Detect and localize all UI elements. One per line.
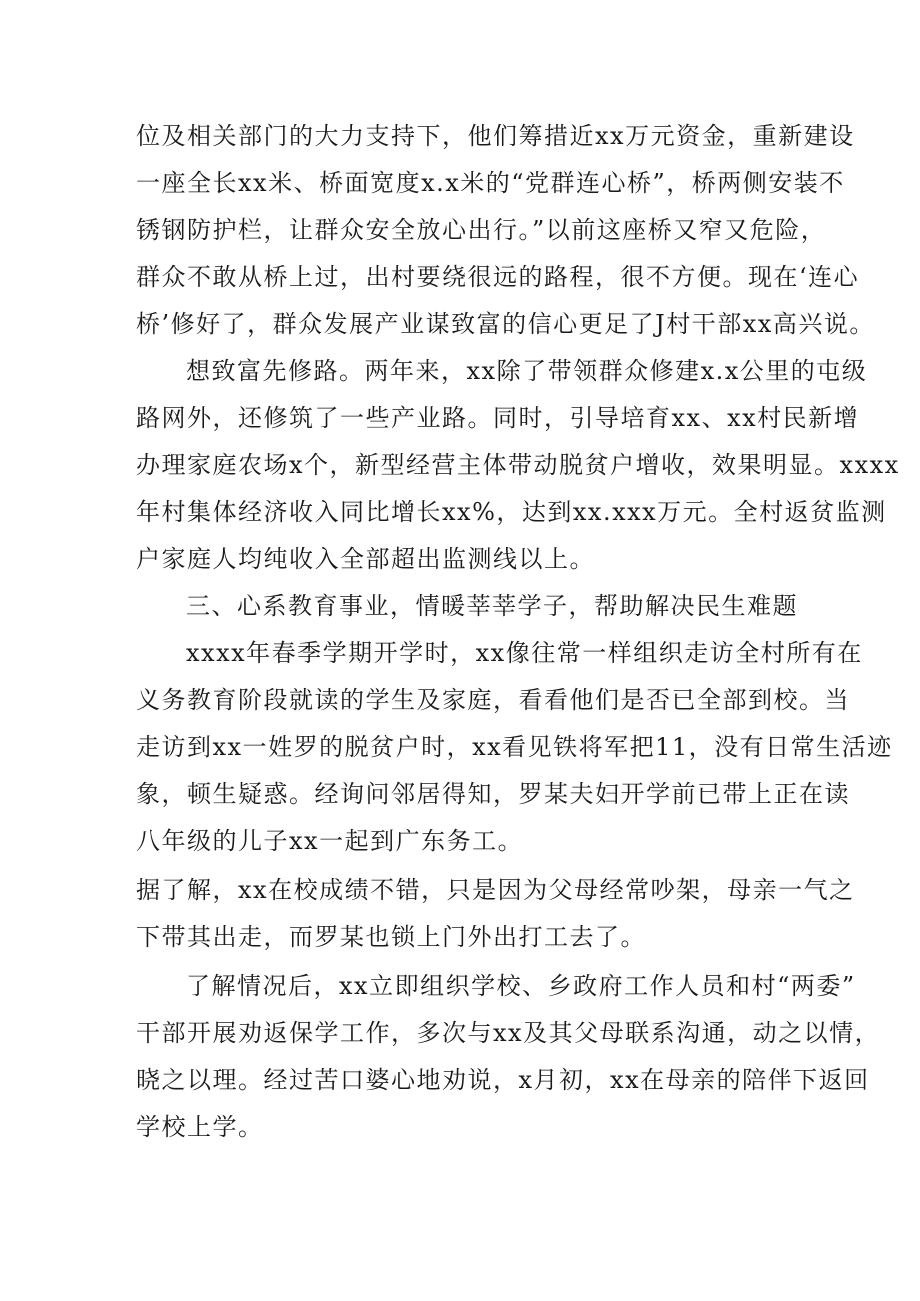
text-line: 象，顿生疑惑。经询问邻居得知，罗某夫妇开学前已带上正在读: [136, 780, 850, 808]
text-line: 据了解，xx在校成绩不错，只是因为父母经常吵架，母亲一气之: [136, 876, 855, 904]
text-line: xxxx年春季学期开学时，xx像往常一样组织走访全村所有在: [186, 639, 863, 667]
section-heading: 三、心系教育事业，情暖莘莘学子，帮助解决民生难题: [186, 592, 798, 620]
text-line: 学校上学。: [136, 1113, 264, 1141]
text-line: 群众不敢从桥上过，出村要绕很远的路程，很不方便。现在‘连心: [136, 263, 860, 291]
text-line: 路网外，还修筑了一些产业路。同时，引导培育xx、xx村民新增: [136, 404, 860, 432]
text-line: 锈钢防护栏，让群众安全放心出行。”以前这座桥又窄又危险，: [136, 216, 827, 244]
text-line: 走访到xx一姓罗的脱贫户时，xx看见铁将军把11，没有日常生活迹: [136, 733, 893, 761]
text-line: 晓之以理。经过苦口婆心地劝说，x月初，xx在母亲的陪伴下返回: [136, 1066, 870, 1094]
text-line: 一座全长xx米、桥面宽度x.x米的“党群连心桥”，桥两侧安装不: [136, 169, 845, 197]
text-line: 桥’修好了，群众发展产业谋致富的信心更足了J村干部xx高兴说。: [136, 310, 875, 338]
text-line: 想致富先修路。两年来，xx除了带领群众修建x.x公里的屯级: [186, 357, 868, 385]
text-line: 义务教育阶段就读的学生及家庭，看看他们是否已全部到校。当: [136, 686, 850, 714]
text-line: 了解情况后，xx立即组织学校、乡政府工作人员和村“两委”: [186, 972, 856, 1000]
text-line: 位及相关部门的大力支持下，他们筹措近xx万元资金，重新建设: [136, 122, 855, 150]
text-line: 下带其出走，而罗某也锁上门外出打工去了。: [136, 923, 646, 951]
text-line: 办理家庭农场x个，新型经营主体带动脱贫户增收，效果明显。xxxx: [136, 451, 900, 479]
text-line: 年村集体经济收入同比增长xx%，达到xx.xxx万元。全村返贫监测: [136, 498, 887, 526]
text-line: 八年级的儿子xx一起到广东务工。: [136, 827, 524, 855]
text-line: 户家庭人均纯收入全部超出监测线以上。: [136, 545, 595, 573]
text-line: 干部开展劝返保学工作，多次与xx及其父母联系沟通，动之以情，: [136, 1019, 881, 1047]
